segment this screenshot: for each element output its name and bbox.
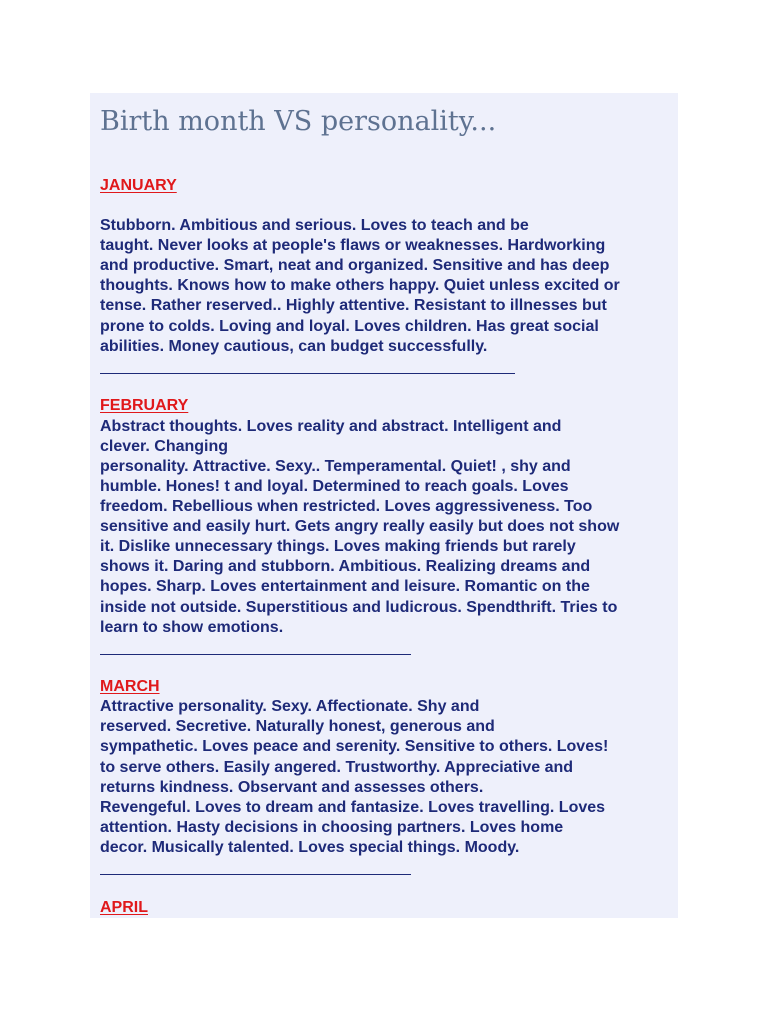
content-panel: [90, 93, 678, 918]
text-line: hopes. Sharp. Loves entertainment and leisure. Romantic on the: [100, 578, 590, 595]
text-line: Stubborn. Ambitious and serious. Loves to teach and be: [100, 217, 529, 234]
text-line: Abstract thoughts. Loves reality and abstract. Intelligent and: [100, 418, 562, 435]
text-line: reserved. Secretive. Naturally honest, generous and: [100, 718, 495, 735]
month-heading-february: FEBRUARY: [100, 397, 189, 414]
text-line: decor. Musically talented. Loves special things. Moody.: [100, 839, 520, 856]
text-line: taught. Never looks at people's flaws or weaknesses. Hardworking: [100, 237, 606, 254]
section-divider: [100, 874, 411, 875]
section-divider: [100, 654, 411, 655]
text-line: Revengeful. Loves to dream and fantasize. Loves travelling. Loves: [100, 799, 606, 816]
text-line: freedom. Rebellious when restricted. Loves aggressiveness. Too: [100, 498, 593, 515]
text-line: personality. Attractive. Sexy.. Temperamental. Quiet! , shy and: [100, 458, 571, 475]
text-line: thoughts. Knows how to make others happy. Quiet unless excited or: [100, 277, 620, 294]
text-line: prone to colds. Loving and loyal. Loves children. Has great social: [100, 318, 599, 335]
text-line: clever. Changing: [100, 438, 229, 455]
text-line: to serve others. Easily angered. Trustworthy. Appreciative and: [100, 759, 574, 776]
text-line: it. Dislike unnecessary things. Loves making friends but rarely: [100, 538, 576, 555]
text-line: shows it. Daring and stubborn. Ambitious. Realizing dreams and: [100, 558, 591, 575]
section-divider: [100, 373, 515, 374]
text-line: sensitive and easily hurt. Gets angry really easily but does not show: [100, 518, 620, 535]
text-line: attention. Hasty decisions in choosing partners. Loves home: [100, 819, 564, 836]
text-line: and productive. Smart, neat and organized. Sensitive and has deep: [100, 257, 610, 274]
text-line: learn to show emotions.: [100, 619, 284, 636]
text-line: inside not outside. Superstitious and ludicrous. Spendthrift. Tries to: [100, 599, 618, 616]
text-line: abilities. Money cautious, can budget successfully.: [100, 338, 488, 355]
text-line: humble. Hones! t and loyal. Determined to reach goals. Loves: [100, 478, 569, 495]
text-line: returns kindness. Observant and assesses others.: [100, 779, 484, 796]
text-line: sympathetic. Loves peace and serenity. Sensitive to others. Loves!: [100, 738, 609, 755]
month-heading-april: APRIL: [100, 899, 148, 916]
text-line: tense. Rather reserved.. Highly attentive. Resistant to illnesses but: [100, 297, 607, 314]
page-title: Birth month VS personality...: [100, 106, 497, 137]
text-line: Attractive personality. Sexy. Affectionate. Shy and: [100, 698, 480, 715]
month-heading-march: MARCH: [100, 678, 160, 695]
month-heading-january: JANUARY: [100, 177, 177, 194]
